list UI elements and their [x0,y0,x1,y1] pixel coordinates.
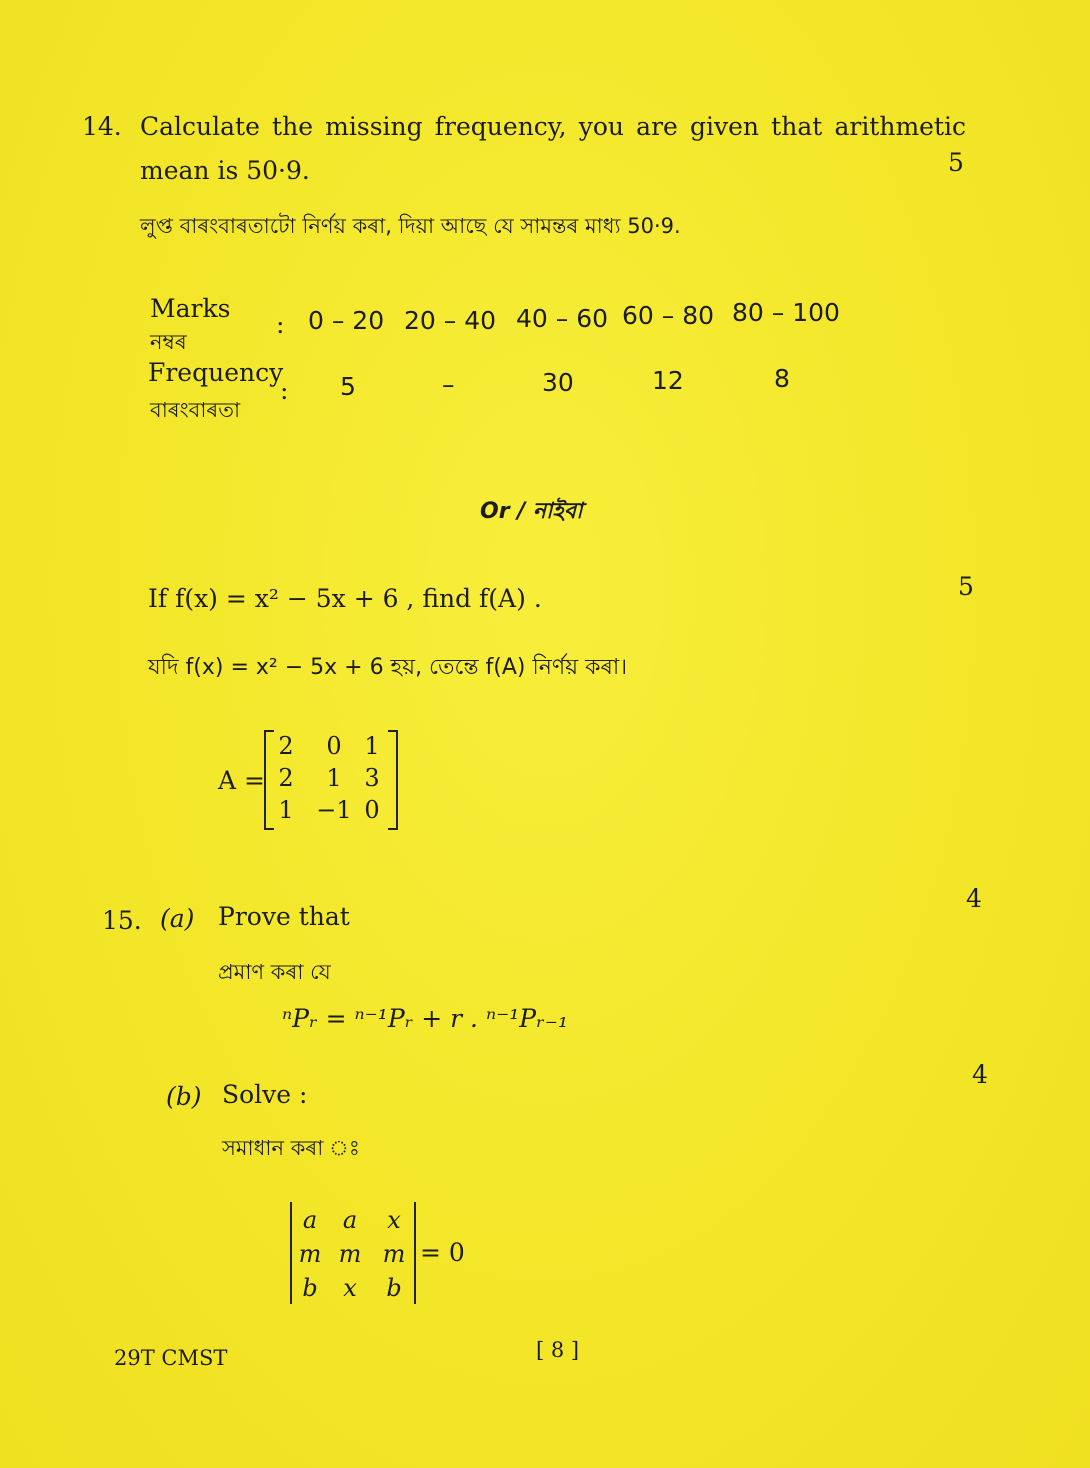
determinant-cell: m [382,1240,406,1268]
marks-colon: : [276,310,285,339]
question-14-line1: Calculate the missing frequency, you are given that arithmetic [140,112,966,141]
page-number: [ 8 ] [536,1338,580,1362]
part-a-bengali: প্ৰমাণ কৰা যে [218,960,331,984]
marks-label-bn: নম্বৰ [150,330,187,354]
question-14-number: 14. [82,112,122,141]
matrix-cell: 1 [278,796,294,824]
matrix-cell: 0 [326,732,342,760]
part-b-bengali: সমাধান কৰা ঃ [222,1136,360,1160]
class-interval: 20 – 40 [404,306,497,335]
frequency-value: – [442,370,455,399]
matrix-label: A = [218,766,265,795]
determinant-cell: a [302,1206,318,1234]
paper-code: 29T CMST [114,1346,228,1370]
alt-question-marks: 5 [958,572,974,601]
class-interval: 80 – 100 [732,298,840,327]
determinant-right-bar [414,1202,416,1304]
part-a-text: Prove that [218,902,350,931]
question-14-marks: 5 [948,148,964,177]
matrix-cell: 2 [278,732,294,760]
class-interval: 40 – 60 [516,304,609,333]
part-a-marks: 4 [966,884,982,913]
matrix-a [264,730,398,826]
class-interval: 0 – 20 [308,306,385,335]
permutation-formula: ⁿPᵣ = ⁿ⁻¹Pᵣ + r . ⁿ⁻¹Pᵣ₋₁ [282,1004,569,1033]
frequency-value: 8 [774,364,790,393]
determinant-cell: x [387,1206,401,1234]
alt-question-line: If f(x) = x² − 5x + 6 , find f(A) . [148,584,542,613]
determinant-cell: b [386,1274,402,1302]
determinant-equals-zero: = 0 [420,1238,465,1267]
part-b-marks: 4 [972,1060,988,1089]
matrix-cell: 0 [364,796,380,824]
determinant-cell: m [338,1240,362,1268]
part-a-label: (a) [160,904,195,933]
determinant-cell: m [298,1240,322,1268]
frequency-colon: : [280,376,289,405]
question-14-line2: mean is 50·9. [140,156,310,185]
question-14-bengali: লুপ্ত বাৰংবাৰতাটো নিৰ্ণয় কৰা, দিয়া আছে যে সামন্তৰ মাধ্য 50·9. [140,214,681,238]
frequency-value: 30 [542,368,574,397]
matrix-cell: 1 [326,764,342,792]
determinant-cell: a [342,1206,358,1234]
alt-question-bengali: যদি f(x) = x² − 5x + 6 হয়, তেন্তে f(A) নিৰ্ণয় কৰা। [148,655,628,680]
or-separator: Or / নাইবা [480,499,583,524]
part-b-label: (b) [166,1082,202,1111]
frequency-label: Frequency [148,358,284,387]
matrix-cell: 3 [364,764,380,792]
marks-label: Marks [150,294,231,323]
frequency-value: 12 [652,366,684,395]
part-b-text: Solve : [222,1080,308,1109]
frequency-label-bn: বাৰংবাৰতা [150,398,241,422]
determinant-cell: x [343,1274,357,1302]
matrix-cell: 2 [278,764,294,792]
determinant [290,1202,416,1304]
determinant-cell: b [302,1274,318,1302]
class-interval: 60 – 80 [622,301,715,330]
frequency-value: 5 [340,372,356,401]
matrix-cell: 1 [364,732,380,760]
question-15-number: 15. [102,906,142,935]
matrix-cell: −1 [316,796,352,824]
